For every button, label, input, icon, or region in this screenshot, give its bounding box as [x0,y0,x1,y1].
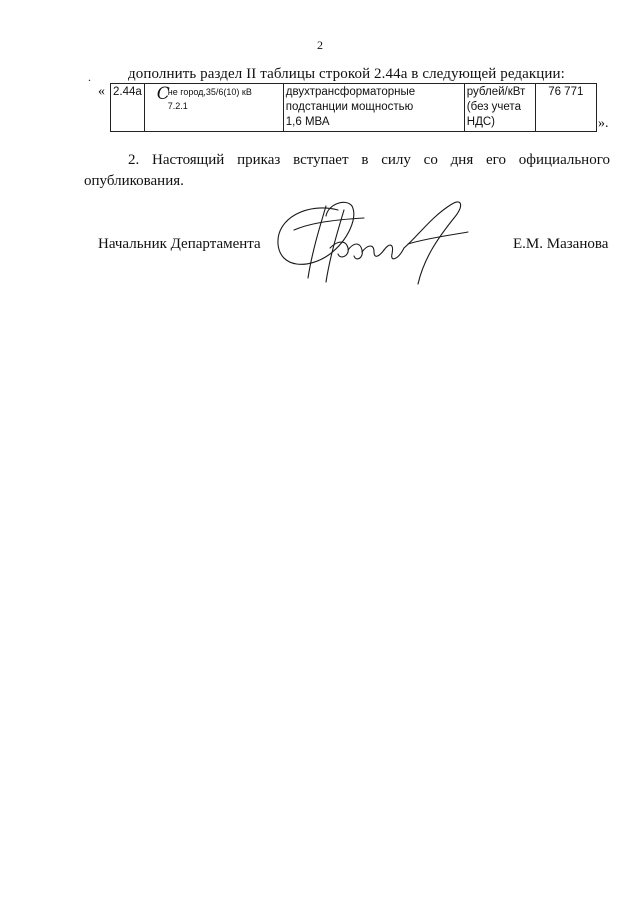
amendment-table [110,83,597,132]
unit-line: (без учета [466,101,521,113]
signatory-name: Е.М. Мазанова [513,236,609,252]
formula-superscript: не город,35/6(10) кВ [167,87,252,97]
unit-line: НДС) [466,116,496,128]
rate-value: 76 771 [548,86,584,98]
formula-symbol: C [156,84,170,104]
unit-cell [464,84,535,132]
amendment-intro: дополнить раздел II таблицы строкой 2.44а в следующей редакции: [128,66,565,82]
closing-quote: ». [598,116,609,131]
handwritten-signature [268,196,478,296]
description-line: двухтрансформаторные [285,86,416,98]
table-row [111,84,597,132]
description-cell [283,84,464,132]
opening-quote: « [98,84,105,99]
description-line: 1,6 МВА [285,116,330,128]
formula-subscript: 7.2.1 [167,101,188,111]
page-number: 2 [317,38,323,52]
value-cell [535,84,596,132]
signatory-title: Начальник Департамента [98,236,261,252]
row-number: 2.44а [113,86,142,98]
margin-mark: . [88,70,91,84]
rate-formula [147,85,281,125]
paragraph-effective-date: 2. Настоящий приказ вступает в силу со дня его официального опубликования. [84,152,610,189]
formula-cell [144,84,283,132]
unit-line: рублей/кВт [466,86,526,98]
row-number-cell [111,84,145,132]
description-line: подстанции мощностью [285,101,414,113]
